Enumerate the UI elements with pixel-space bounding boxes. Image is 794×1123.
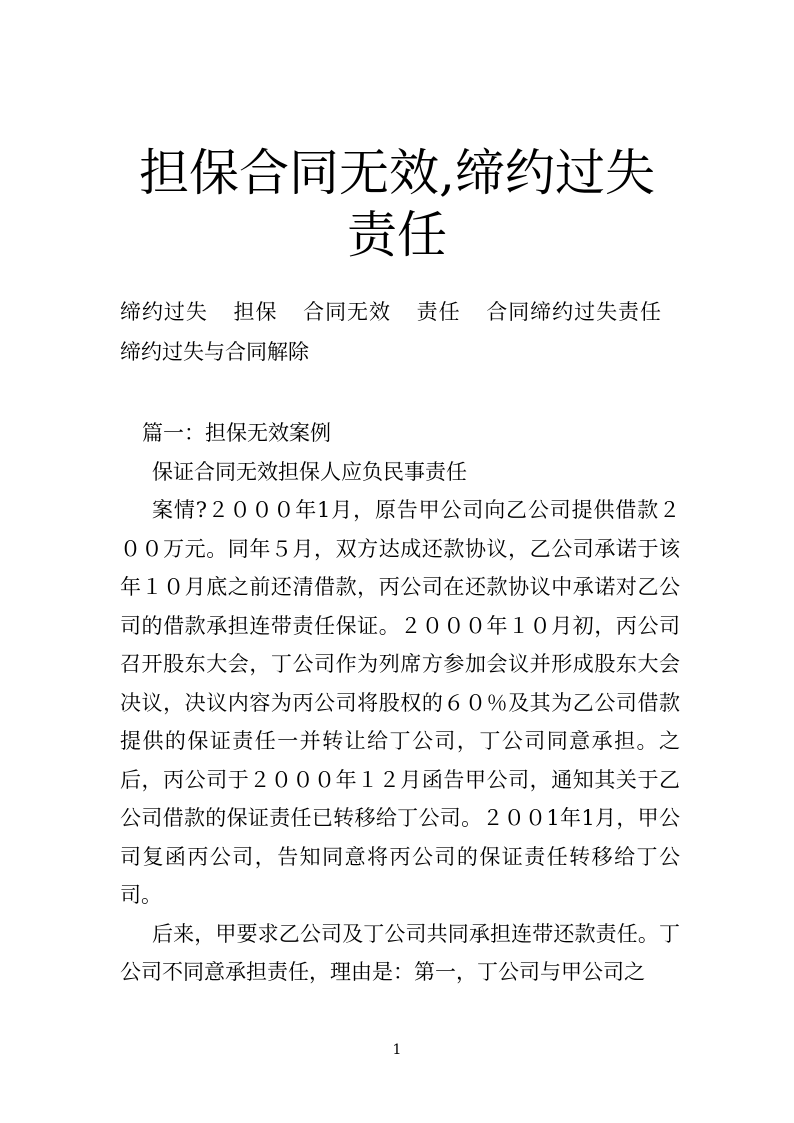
subheading: 保证合同无效担保人应负民事责任 [152,459,467,484]
title-line-1: 担保合同无效,缔约过失 [139,144,655,202]
keyword: 合同无效 [303,300,391,324]
section-heading: 篇一：担保无效案例 [142,421,331,445]
paragraph: 案情?２０００年1月，原告甲公司向乙公司提供借款２００万元。同年５月，双方达成还款协议，乙公司承诺于该年１０月底之前还清借款，丙公司在还款协议中承诺对乙公司的借款承担连带责任保证。２０００年１０月初，丙公司召开股东大会，丁公司作为列席方参加会议并形成股东大会决议，决议内容为丙公司将股权的６０％及其为乙公司借款提供的保证责任一并转让给丁公司，丁公司同意承担。之后，丙公司于２０００年１２月函告甲公司，通知其关于乙公司借款的保证责任已转移给丁公司。２００1年1月，甲公司复函丙公司，告知同意将丙公司的保证责任转移给丁公司。 [120,498,680,907]
paragraph: 后来，甲要求乙公司及丁公司共同承担连带还款责任。丁公司不同意承担责任，理由是：第一，丁公司与甲公司之 [120,921,680,984]
keyword: 合同缔约过失责任 [486,300,662,324]
document-body [120,414,680,992]
title-line-2: 责任 [347,206,447,264]
document-title [60,142,734,266]
keyword: 缔约过失 [120,300,208,324]
keyword: 担保 [233,300,278,324]
keyword: 责任 [416,300,461,324]
keyword: 缔约过失与合同解除 [120,340,309,364]
page-number: 1 [392,1042,402,1058]
keywords [120,292,680,372]
